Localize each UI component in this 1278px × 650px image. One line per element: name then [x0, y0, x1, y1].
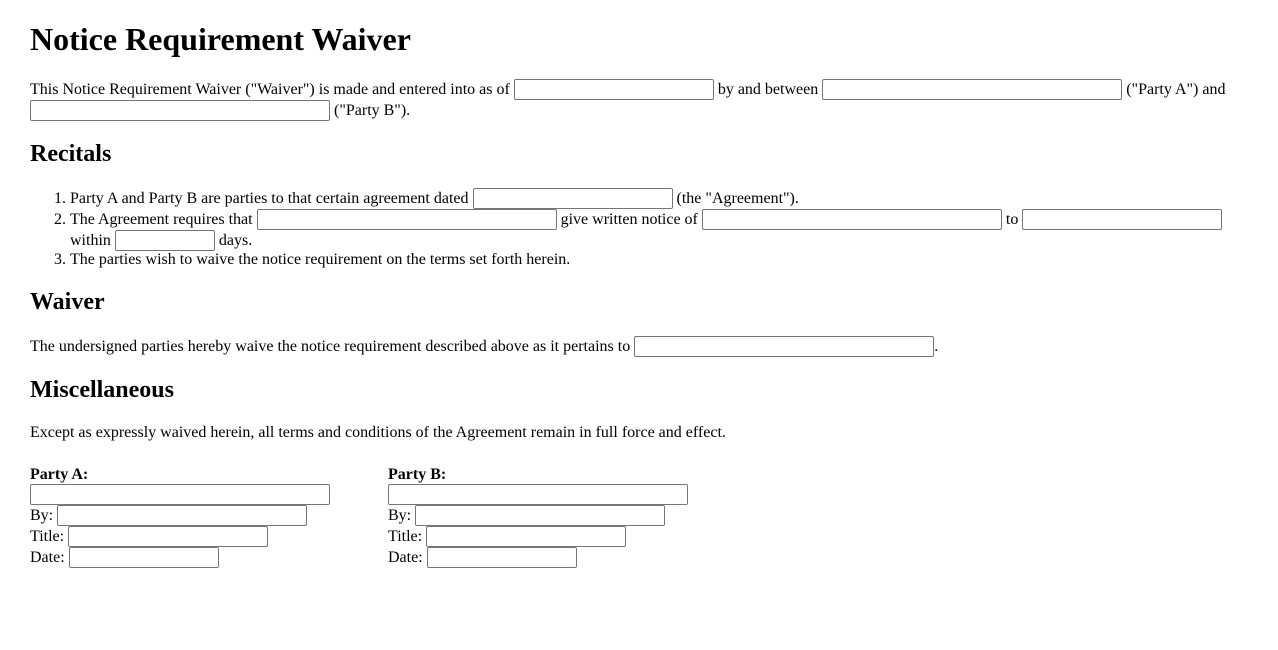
recitals-heading: Recitals	[30, 141, 112, 167]
notice-subject-input[interactable]	[702, 209, 1002, 230]
intro-text-4: ("Party B").	[334, 102, 411, 119]
recital-1-text-2: (the "Agreement").	[676, 190, 799, 207]
recital-2-text-4: within	[70, 232, 111, 249]
intro-text-3: ("Party A") and	[1126, 81, 1226, 98]
party-b-by-input[interactable]	[415, 505, 665, 526]
recital-item-3	[70, 251, 1248, 269]
intro-paragraph	[30, 79, 1248, 121]
recital-3-text: The parties wish to waive the notice requirement on the terms set forth herein.	[70, 251, 571, 268]
miscellaneous-heading: Miscellaneous	[30, 377, 174, 403]
intro-text-1: This Notice Requirement Waiver ("Waiver") is made and entered into as of	[30, 81, 510, 98]
page-title: Notice Requirement Waiver	[30, 21, 411, 57]
effective-date-input[interactable]	[514, 79, 714, 100]
miscellaneous-paragraph: Except as expressly waived herein, all terms and conditions of the Agreement remain in full force and effect.	[30, 424, 726, 441]
waiver-text-1: The undersigned parties hereby waive the notice requirement described above as it pertains to	[30, 338, 631, 355]
party-a-date-label: Date:	[30, 549, 65, 566]
party-a-title-label: Title:	[30, 528, 65, 545]
party-b-title-input[interactable]	[426, 526, 626, 547]
notice-recipient-input[interactable]	[1022, 209, 1222, 230]
recital-item-2	[70, 209, 1248, 251]
party-b-title-label: Title:	[388, 528, 423, 545]
party-a-signature-block	[30, 466, 388, 568]
party-b-signature-block	[388, 466, 746, 568]
notice-days-input[interactable]	[115, 230, 215, 251]
party-a-title-input[interactable]	[68, 526, 268, 547]
party-b-by-label: By:	[388, 507, 412, 524]
waiver-heading: Waiver	[30, 289, 105, 315]
waiver-subject-input[interactable]	[634, 336, 934, 357]
recital-2-text-3: to	[1005, 211, 1019, 228]
notice-giver-input[interactable]	[257, 209, 557, 230]
recital-2-text-5: days.	[218, 232, 253, 249]
recital-1-text-1: Party A and Party B are parties to that certain agreement dated	[70, 190, 469, 207]
intro-text-2: by and between	[717, 81, 819, 98]
recitals-list	[30, 188, 1248, 269]
party-b-date-label: Date:	[388, 549, 423, 566]
party-b-signature-input[interactable]	[388, 484, 688, 505]
party-b-name-input[interactable]	[30, 100, 330, 121]
party-a-name-input[interactable]	[822, 79, 1122, 100]
waiver-paragraph	[30, 336, 1248, 357]
party-b-date-input[interactable]	[427, 547, 577, 568]
agreement-date-input[interactable]	[473, 188, 673, 209]
recital-2-text-1: The Agreement requires that	[70, 211, 253, 228]
recital-2-text-2: give written notice of	[560, 211, 698, 228]
waiver-text-2: .	[934, 338, 939, 355]
party-a-signature-input[interactable]	[30, 484, 330, 505]
party-a-date-input[interactable]	[69, 547, 219, 568]
recital-item-1	[70, 188, 1248, 209]
party-a-by-label: By:	[30, 507, 54, 524]
party-b-label: Party B:	[388, 466, 447, 483]
signature-section	[30, 466, 1248, 568]
party-a-label: Party A:	[30, 466, 89, 483]
party-a-by-input[interactable]	[57, 505, 307, 526]
